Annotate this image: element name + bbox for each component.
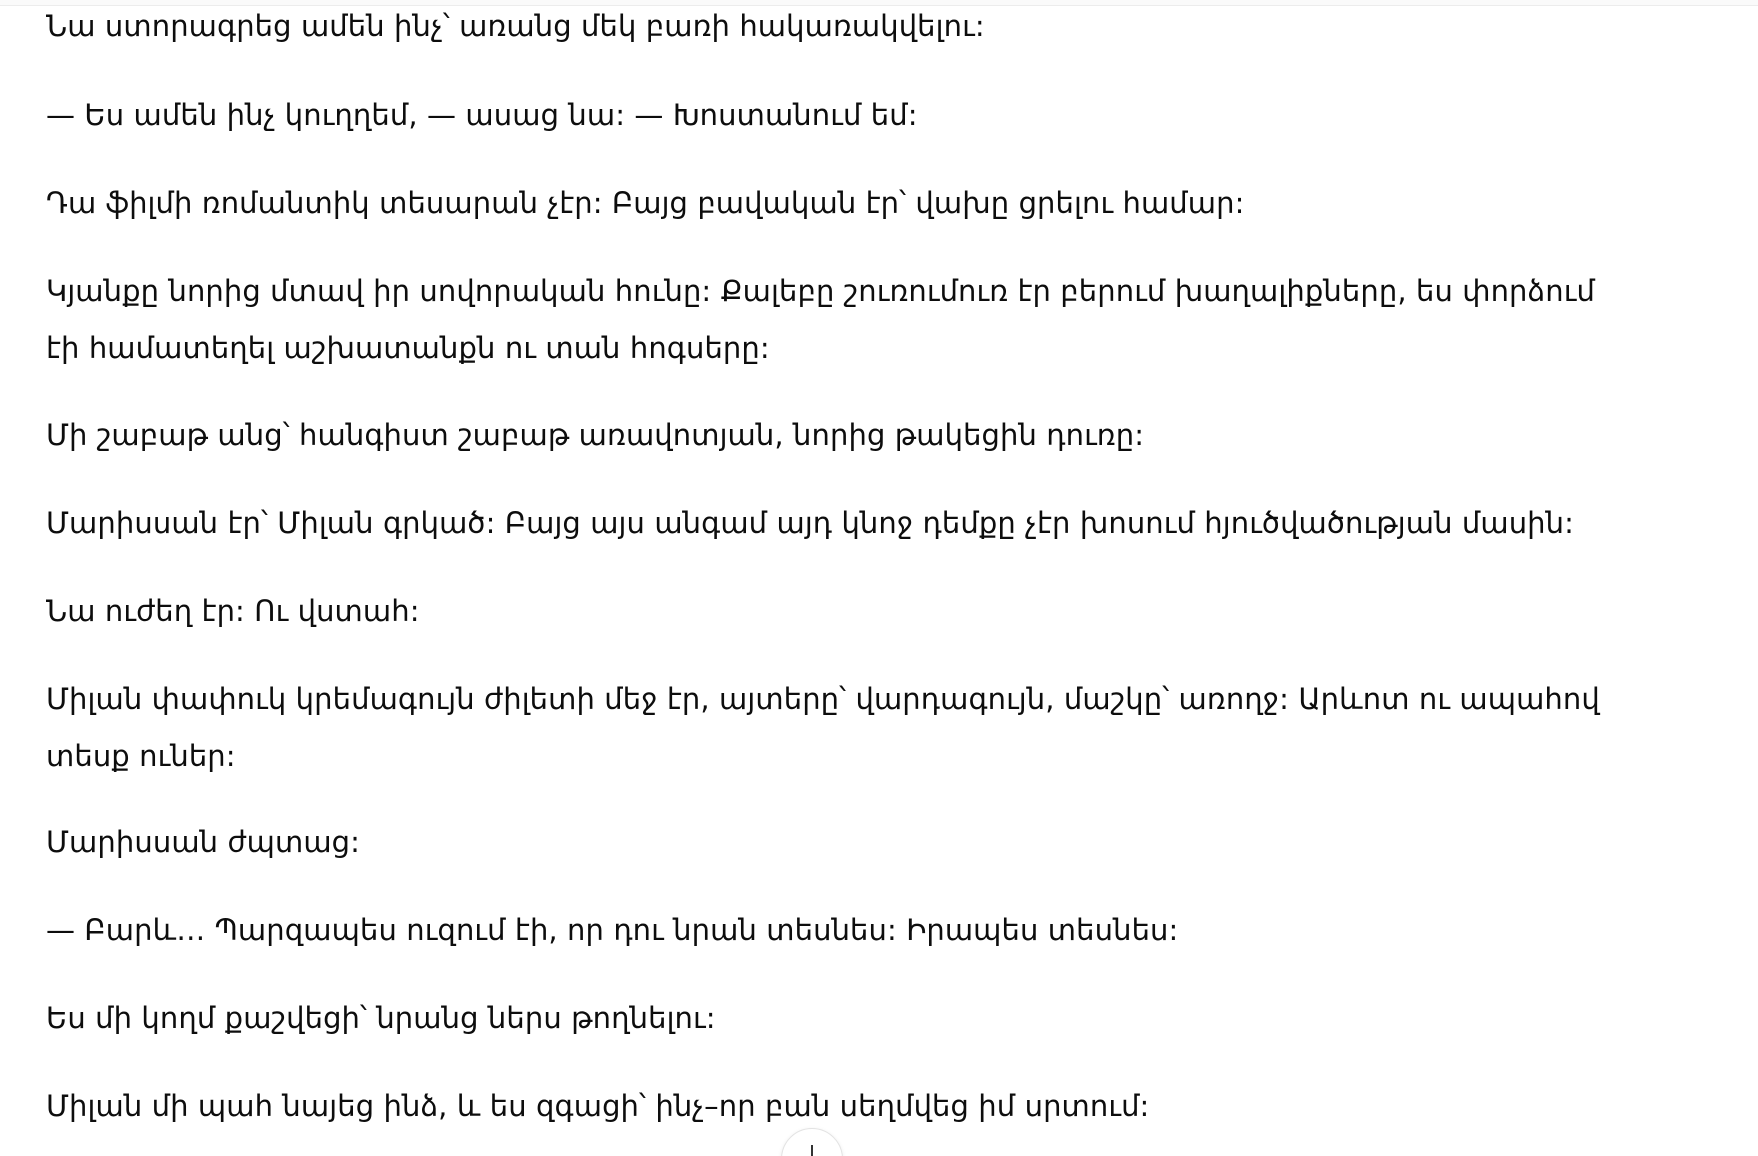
paragraph-12: Միլան մի պահ նայեց ինձ, և ես զգացի՝ ինչ–որ բան սեղմվեց իմ սրտում: bbox=[46, 1089, 1150, 1123]
paragraph-4: Կյանքը նորից մտավ իր սովորական հունը: Քալեբը շուռումուռ էր բերում խաղալիքները, ես փորձում էի համատեղել աշխատանքն ու տան հոգսերը: bbox=[46, 274, 1595, 365]
paragraph-6: Մարիսսան էր՝ Միլան գրկած: Բայց այս անգամ այդ կնոջ դեմքը չէր խոսում հյուծվածության մասին: bbox=[46, 506, 1575, 540]
arrow-down-icon bbox=[811, 1145, 813, 1156]
paragraph-9: Մարիսսան ժպտաց: bbox=[46, 825, 361, 859]
paragraph-10: — Բարև… Պարզապես ուզում էի, որ դու նրան տեսնես: Իրապես տեսնես: bbox=[46, 913, 1179, 947]
paragraph-11: Ես մի կողմ քաշվեցի՝ նրանց ներս թողնելու: bbox=[46, 1001, 716, 1035]
paragraph-8: Միլան փափուկ կրեմագույն ժիլետի մեջ էր, այտերը՝ վարդագույն, մաշկը՝ առողջ: Արևոտ ու ապահով տեսք ուներ: bbox=[46, 682, 1600, 773]
paragraph-7: Նա ուժեղ էր: Ու վստահ: bbox=[46, 594, 420, 628]
paragraph-3: Դա ֆիլմի ռոմանտիկ տեսարան չէր: Բայց բավական էր՝ վախը ցրելու համար: bbox=[46, 186, 1245, 220]
paragraph-2: — Ես ամեն ինչ կուղղեմ, — ասաց նա: — Խոստանում եմ: bbox=[46, 98, 918, 132]
paragraph-1: Նա ստորագրեց ամեն ինչ՝ առանց մեկ բառի հակառակվելու: bbox=[46, 9, 985, 43]
paragraph-5: Մի շաբաթ անց՝ հանգիստ շաբաթ առավոտյան, նորից թակեցին դուռը: bbox=[46, 418, 1145, 452]
